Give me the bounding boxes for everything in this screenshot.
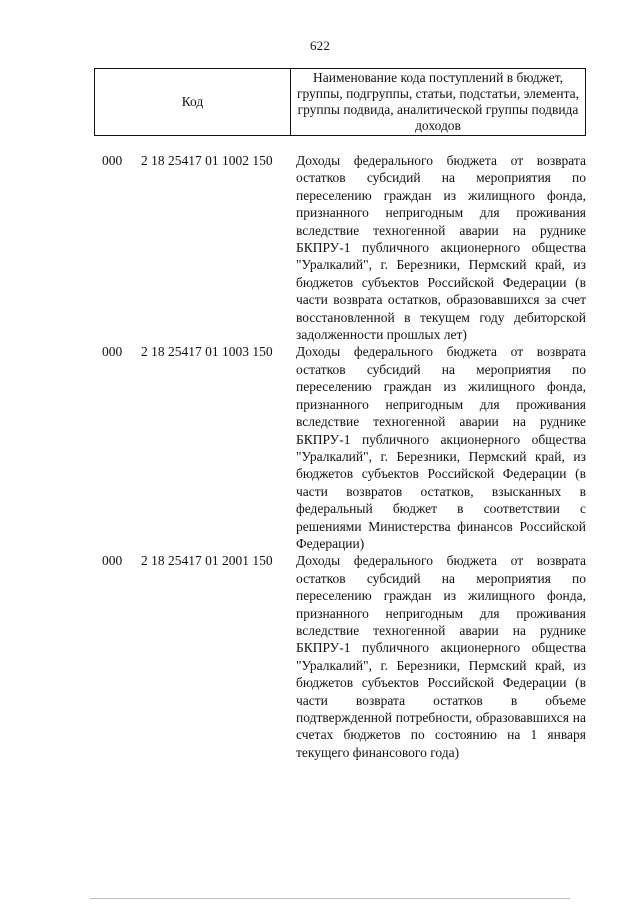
- header-name-cell: [291, 69, 585, 135]
- list-item: [0, 552, 640, 761]
- header-name-label: Наименование кода поступлений в бюджет, группы, подгруппы, статьи, подстатьи, элемента, группы подвида, аналитической группы подвида доходов: [296, 70, 580, 133]
- entry-description: Доходы федерального бюджета от возврата остатков субсидий на мероприятия по переселению граждан из жилищного фонда, признанного непригодным для проживания вследствие техногенной аварии на руднике БКПРУ-1 публичного акционерного общества "Уралкалий", г. Березники, Пермский край, из бюджетов субъектов Российской Федерации (в части возврата остатков в объеме подтвержденной потребности, образовавшихся на счетах бюджетов по состоянию на 1 января текущего финансового года): [296, 553, 586, 760]
- header-table: [94, 68, 586, 136]
- header-code-cell: [95, 69, 291, 135]
- entry-budget-code: 2 18 25417 01 1002 150: [141, 153, 273, 168]
- header-code-label: Код: [181, 94, 204, 109]
- entry-budget-code: 2 18 25417 01 2001 150: [141, 553, 273, 569]
- entry-admin-code: 000: [102, 153, 123, 168]
- entries-list: [0, 152, 640, 761]
- list-item: [0, 343, 640, 552]
- list-item: [0, 152, 640, 343]
- entry-description: Доходы федерального бюджета от возврата остатков субсидий на мероприятия по переселению граждан из жилищного фонда, признанного непригодным для проживания вследствие техногенной аварии на руднике БКПРУ-1 публичного акционерного общества "Уралкалий", г. Березники, Пермский край, из бюджетов субъектов Российской Федерации (в части возврата остатков, образовавшихся за счет восстановленной в текущем году дебиторской задолженности прошлых лет): [296, 153, 586, 343]
- entry-admin-code: 000: [102, 344, 123, 360]
- page-bottom-edge: [90, 898, 570, 899]
- entry-admin-code: 000: [102, 553, 123, 569]
- entry-budget-code: 2 18 25417 01 1003 150: [141, 344, 273, 360]
- page-number: 622: [309, 38, 331, 53]
- entry-description: Доходы федерального бюджета от возврата остатков субсидий на мероприятия по переселению граждан из жилищного фонда, признанного непригодным для проживания вследствие техногенной аварии на руднике БКПРУ-1 публичного акционерного общества "Уралкалий", г. Березники, Пермский край, из бюджетов субъектов Российской Федерации (в части возвратов остатков, взысканных в федеральный бюджет в соответствии с решениями Министерства финансов Российской Федерации): [296, 344, 586, 551]
